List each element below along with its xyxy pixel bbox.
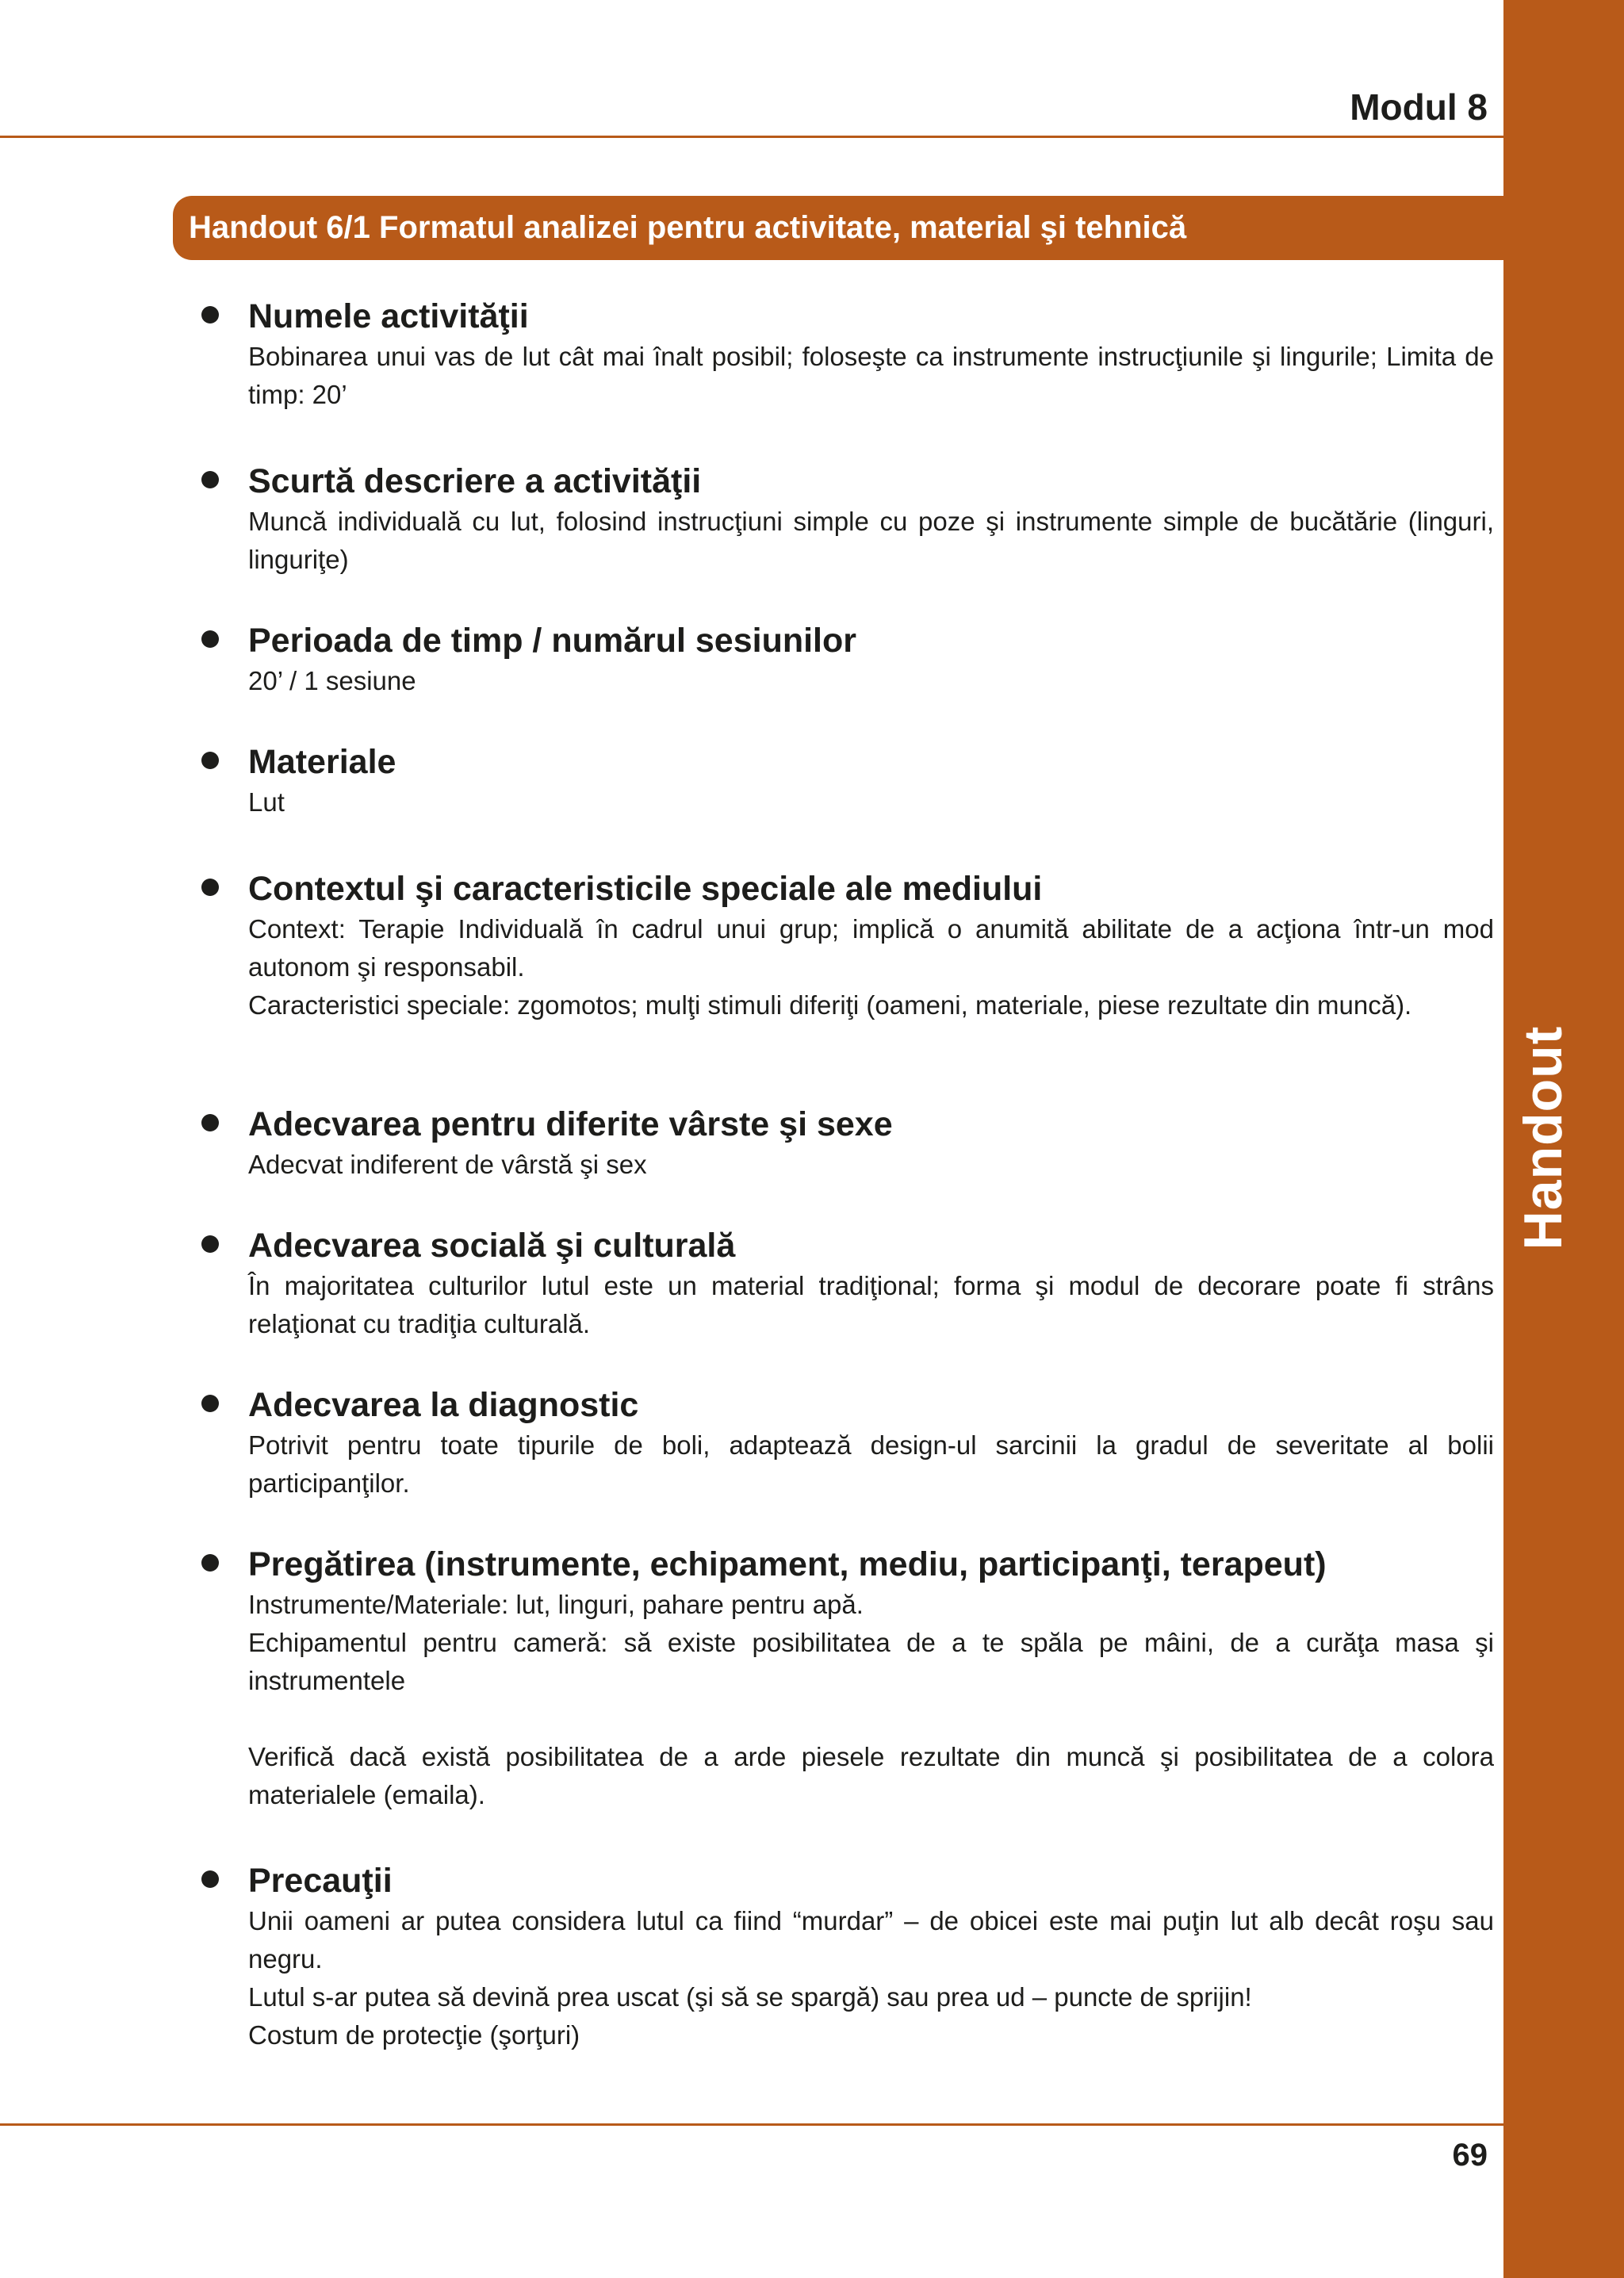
section-paragraph: 20’ / 1 sesiune <box>248 666 416 695</box>
section-age-sex <box>201 1103 1494 1184</box>
section-paragraph: Lutul s-ar putea să devină prea uscat (şi să se spargă) sau prea ud – puncte de sprijin! <box>248 1982 1252 2012</box>
section-precautions <box>201 1859 1494 2054</box>
section-body <box>248 1426 1494 1503</box>
bullet-icon <box>201 471 219 488</box>
section-preparation <box>201 1543 1494 1814</box>
section-paragraph: Context: Terapie Individuală în cadrul unui grup; implică o anumită abilitate de a acţiona într-un mod autonom şi responsabil. <box>248 914 1494 982</box>
section-title: Perioada de timp / numărul sesiunilor <box>248 622 857 660</box>
bullet-icon <box>201 1395 219 1412</box>
bullet-icon <box>201 630 219 648</box>
section-body <box>248 1902 1494 2054</box>
section-title: Precauţii <box>248 1862 393 1900</box>
page-number: 69 <box>1452 2138 1488 2173</box>
section-paragraph: Caracteristici speciale: zgomotos; mulţi stimuli diferiţi (oameni, materiale, piese rezultate din muncă). <box>248 990 1412 1020</box>
side-tab-label: Handout <box>1513 1025 1573 1250</box>
section-short-description <box>201 460 1494 579</box>
section-title: Scurtă descriere a activităţii <box>248 462 702 500</box>
section-diagnostic <box>201 1384 1494 1503</box>
section-materials <box>201 741 1494 821</box>
section-social-cultural <box>201 1224 1494 1343</box>
handout-banner <box>173 196 1503 260</box>
section-paragraph: Lut <box>248 787 285 817</box>
section-paragraph: Unii oameni ar putea considera lutul ca fiind “murdar” – de obicei este mai puţin lut alb decât roşu sau negru. <box>248 1906 1494 1974</box>
section-title: Materiale <box>248 743 396 781</box>
bullet-icon <box>201 752 219 769</box>
section-paragraph: Verifică dacă există posibilitatea de a arde piesele rezultate din muncă şi posibilitatea de a colora materialele (emaila). <box>248 1742 1494 1809</box>
section-title: Numele activităţii <box>248 297 529 335</box>
section-body <box>248 662 1494 700</box>
section-body <box>248 1146 1494 1184</box>
section-paragraph: Adecvat indiferent de vârstă şi sex <box>248 1150 647 1179</box>
section-body <box>248 1267 1494 1343</box>
section-title: Adecvarea la diagnostic <box>248 1386 639 1424</box>
section-paragraph: În majoritatea culturilor lutul este un material tradiţional; forma şi modul de decorare poate fi strâns relaţionat cu tradiţia culturală. <box>248 1271 1494 1338</box>
section-context <box>201 867 1494 1024</box>
bullet-icon <box>201 1554 219 1572</box>
section-time-period <box>201 619 1494 700</box>
section-paragraph: Bobinarea unui vas de lut cât mai înalt posibil; foloseşte ca instrumente instrucţiunile şi lingurile; Limita de timp: 20’ <box>248 342 1494 409</box>
section-paragraph: Costum de protecţie (şorţuri) <box>248 2020 580 2050</box>
section-title: Contextul şi caracteristicile speciale ale mediului <box>248 870 1043 908</box>
section-body <box>248 910 1494 1024</box>
bullet-icon <box>201 879 219 896</box>
section-body <box>248 503 1494 579</box>
section-title: Adecvarea socială şi culturală <box>248 1227 736 1265</box>
module-title: Modul 8 <box>1350 86 1488 128</box>
section-paragraph: Instrumente/Materiale: lut, linguri, pahare pentru apă. <box>248 1590 864 1619</box>
header-divider <box>0 136 1503 138</box>
bullet-icon <box>201 1870 219 1888</box>
section-title: Adecvarea pentru diferite vârste şi sexe <box>248 1105 893 1143</box>
bullet-icon <box>201 306 219 324</box>
handout-title: Handout 6/1 Formatul analizei pentru activitate, material şi tehnică <box>189 210 1187 245</box>
bullet-icon <box>201 1114 219 1131</box>
section-paragraph: Potrivit pentru toate tipurile de boli, adaptează design-ul sarcinii la gradul de severitate al bolii participanţilor. <box>248 1430 1494 1498</box>
section-activity-name <box>201 295 1494 414</box>
footer-divider <box>0 2123 1503 2126</box>
section-paragraph: Muncă individuală cu lut, folosind instrucţiuni simple cu poze şi instrumente simple de bucătărie (linguri, linguriţe) <box>248 507 1494 574</box>
section-body <box>248 783 1494 821</box>
section-paragraph: Echipamentul pentru cameră: să existe posibilitatea de a te spăla pe mâini, de a curăţa masa şi instrumentele <box>248 1628 1494 1695</box>
section-body <box>248 338 1494 414</box>
section-body <box>248 1586 1494 1814</box>
bullet-icon <box>201 1235 219 1253</box>
section-title: Pregătirea (instrumente, echipament, mediu, participanţi, terapeut) <box>248 1545 1327 1583</box>
